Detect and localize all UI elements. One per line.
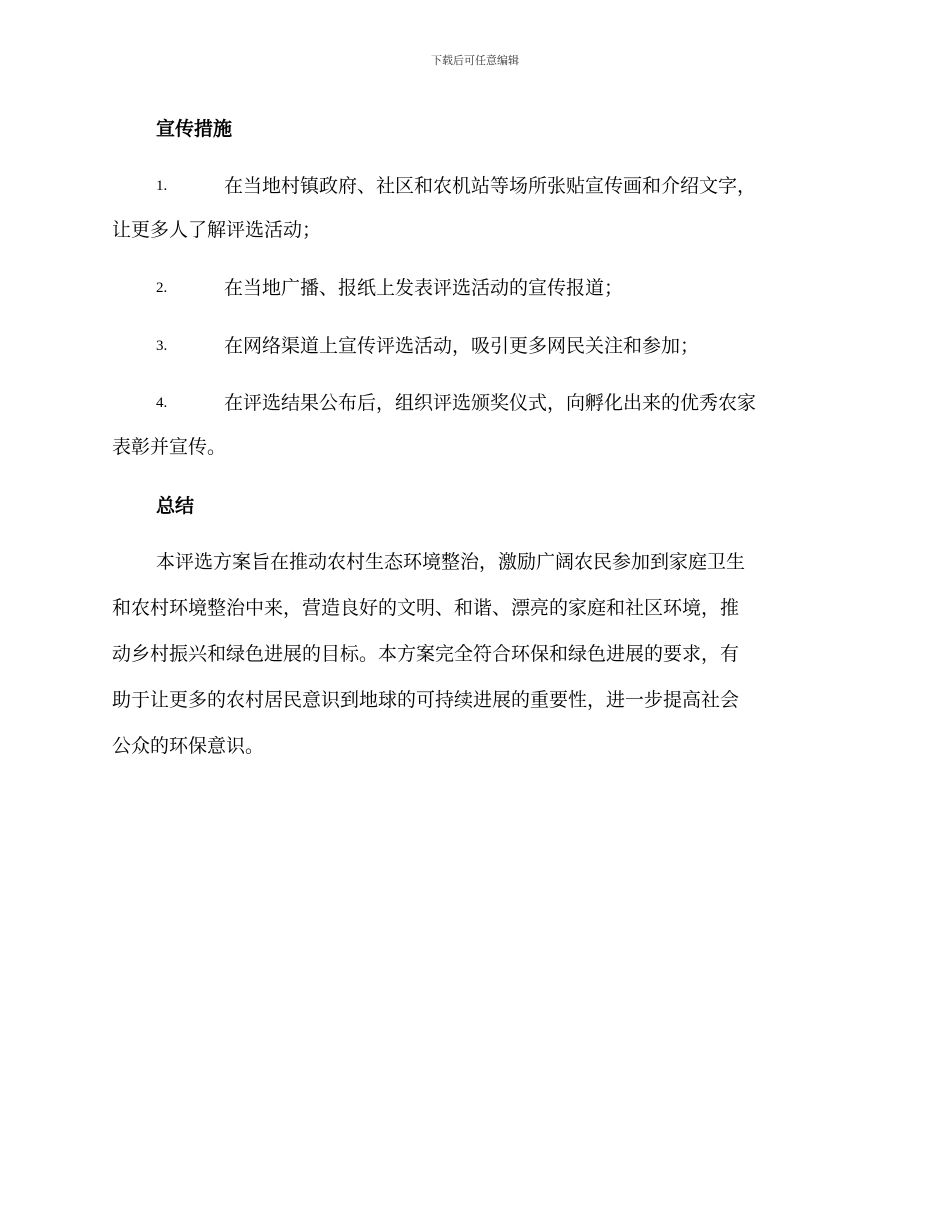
list-number: 4.: [156, 395, 168, 411]
page-header: 下载后可任意编辑: [431, 54, 519, 67]
list-number: 3.: [156, 338, 168, 354]
list-number: 2.: [156, 280, 168, 296]
paragraph-line: 助于让更多的农村居民意识到地球的可持续进展的重要性，进一步提高社会: [112, 689, 740, 711]
list-item: [112, 164, 832, 252]
paragraph-line: 动乡村振兴和绿色进展的目标。本方案完全符合环保和绿色进展的要求，有: [112, 643, 740, 665]
paragraph-line: 公众的环保意识。: [112, 735, 265, 757]
summary-paragraph: [112, 539, 832, 769]
list-item-text-line: 在当地广播、报纸上发表评选活动的宣传报道；: [224, 277, 624, 299]
list-item-text-line: 表彰并宣传。: [112, 436, 227, 458]
section-heading-summary: 总结: [156, 495, 195, 517]
list-item-text-line: 在当地村镇政府、社区和农机站等场所张贴宣传画和介绍文字，: [224, 175, 757, 197]
list-number: 1.: [156, 178, 168, 194]
list-item: [112, 324, 832, 368]
paragraph-line: 和农村环境整治中来，营造良好的文明、和谐、漂亮的家庭和社区环境，推: [112, 597, 740, 619]
paragraph-line: 本评选方案旨在推动农村生态环境整治，激励广阔农民参加到家庭卫生: [156, 551, 746, 573]
list-item-text-line: 在网络渠道上宣传评选活动，吸引更多网民关注和参加；: [224, 335, 700, 357]
section-heading-publicity: 宣传措施: [156, 118, 233, 140]
list-item-text-line: 在评选结果公布后，组织评选颁奖仪式，向孵化出来的优秀农家: [224, 392, 757, 414]
list-item-text-line: 让更多人了解评选活动；: [112, 219, 322, 241]
list-item: [112, 381, 832, 469]
list-item: [112, 266, 832, 310]
